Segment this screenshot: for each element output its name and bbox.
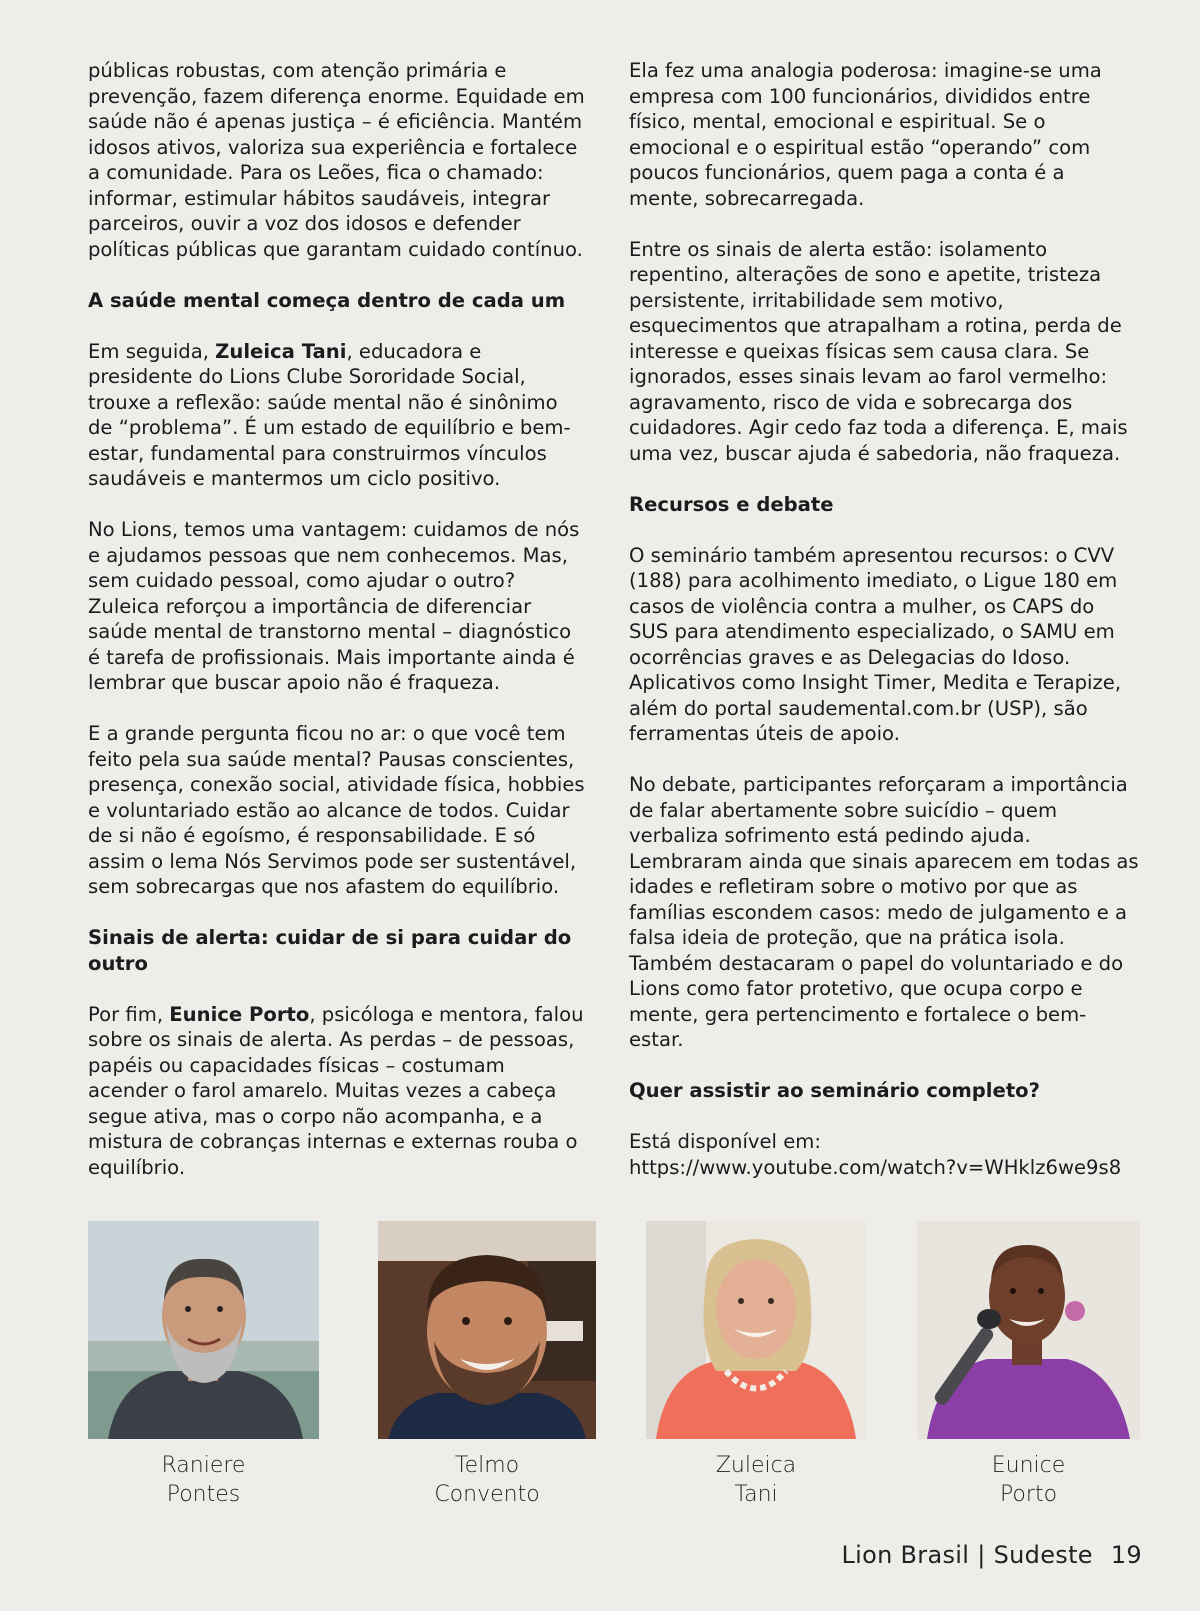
portrait-raniere [88, 1221, 319, 1439]
paragraph: No Lions, temos uma vantagem: cuidamos de nós e ajudamos pessoas que nem conhecemos. Mas, sem cuidado pessoal, como ajudar o outro? Zuleica reforçou a importância de diferenciar saúde mental de transtorno mental – diagnóstico é tarefa de profissionais. Mais importante ainda é lembrar que buscar apoio não é fraqueza. [88, 518, 580, 694]
paragraph [88, 1002, 588, 1181]
caption-last-name: Porto [999, 1482, 1058, 1507]
photo-caption [88, 1451, 319, 1509]
caption-first-name: Telmo [454, 1453, 520, 1478]
left-column [88, 58, 588, 1206]
caption-first-name: Zuleica [715, 1453, 797, 1478]
photo-card-eunice [917, 1221, 1140, 1509]
paragraph-text: Em seguida, [88, 339, 216, 363]
caption-last-name: Pontes [166, 1482, 241, 1507]
photo-card-zuleica [646, 1221, 866, 1509]
photo-card-raniere [88, 1221, 319, 1509]
portrait-eunice [917, 1221, 1140, 1439]
speaker-photos [0, 1221, 1200, 1507]
paragraph [629, 1129, 1139, 1180]
paragraph-text: , educadora e presidente do Lions Clube Sororidade Social, trouxe a reflexão: saúde mental não é sinônimo de “problema”. É um estado de equilíbrio e bem-estar, fundamental para construirmos vínculos saudáveis e mantermos um ciclo positivo. [88, 339, 571, 490]
paragraph [88, 339, 588, 492]
paragraph: O seminário também apresentou recursos: o CVV (188) para acolhimento imediato, o Ligue 180 em casos de violência contra a mulher, os CAPS do SUS para atendimento especializado, o SAMU em ocorrências graves e as Delegacias do Idoso. Aplicativos como Insight Timer, Medita e Terapize, além do portal saudemental.com.br (USP), são ferramentas úteis de apoio. [629, 543, 1122, 745]
speaker-name: Zuleica Tani [215, 339, 347, 363]
paragraph: Ela fez uma analogia poderosa: imagine-se uma empresa com 100 funcionários, divididos entre físico, mental, emocional e espiritual. Se o emocional e o espiritual estão “operando” com poucos funcionários, quem paga a conta é a mente, sobrecarregada. [629, 59, 1102, 210]
caption-last-name: Tani [734, 1482, 778, 1507]
video-link[interactable]: https://www.youtube.com/watch?v=WHklz6we9s8 [629, 1155, 1122, 1179]
caption-last-name: Convento [434, 1482, 540, 1507]
paragraph: E a grande pergunta ficou no ar: o que você tem feito pela sua saúde mental? Pausas conscientes, presença, conexão social, atividade física, hobbies e voluntariado estão ao alcance de todos. Cuidar de si não é egoísmo, é responsabilidade. E só assim o lema Nós Servimos pode ser sustentável, sem sobrecargas que nos afastem do equilíbrio. [88, 722, 585, 898]
paragraph: públicas robustas, com atenção primária e prevenção, fazem diferença enorme. Equidade em saúde não é apenas justiça – é eficiência. Mantém idosos ativos, valoriza sua experiência e fortalece a comunidade. Para os Leões, fica o chamado: informar, estimular hábitos saudáveis, integrar parceiros, ouvir a voz dos idosos e defender políticas públicas que garantam cuidado contínuo. [88, 59, 585, 261]
portrait-zuleica [646, 1221, 866, 1439]
paragraph: Entre os sinais de alerta estão: isolamento repentino, alterações de sono e apetite, tristeza persistente, irritabilidade sem motivo, esquecimentos que atrapalham a rotina, perda de interesse e queixas físicas sem causa clara. Se ignorados, esses sinais levam ao farol vermelho: agravamento, risco de vida e sobrecarga dos cuidadores. Agir cedo faz toda a diferença. E, mais uma vez, buscar ajuda é sabedoria, não fraqueza. [629, 237, 1128, 465]
paragraph-text: Por fim, [88, 1002, 170, 1026]
paragraph: No debate, participantes reforçaram a importância de falar abertamente sobre suicídio – quem verbaliza sofrimento está pedindo ajuda. Lembraram ainda que sinais aparecem em todas as idades e refletiram sobre o motivo por que as famílias escondem casos: medo de julgamento e a falsa ideia de proteção, que na prática isola. Também destacaram o papel do voluntariado e do Lions como fator protetivo, que ocupa corpo e mente, gera pertencimento e fortalece o bem-estar. [629, 773, 1139, 1051]
section-heading: Sinais de alerta: cuidar de si para cuidar do outro [88, 926, 572, 975]
right-column [629, 58, 1139, 1206]
photo-caption [378, 1451, 596, 1509]
photo-caption [917, 1451, 1140, 1509]
section-heading: A saúde mental começa dentro de cada um [88, 288, 566, 312]
caption-first-name: Eunice [991, 1453, 1066, 1478]
page-number: 19 [1110, 1541, 1142, 1569]
publication-name: Lion Brasil [841, 1541, 970, 1569]
section-heading: Quer assistir ao seminário completo? [629, 1079, 1041, 1102]
footer-separator: | [977, 1541, 986, 1569]
speaker-name: Eunice Porto [169, 1002, 310, 1026]
caption-first-name: Raniere [161, 1453, 246, 1478]
paragraph-text: , psicóloga e mentora, falou sobre os sinais de alerta. As perdas – de pessoas, papéis ou capacidades físicas – costumam acender o farol amarelo. Muitas vezes a cabeça segue ativa, mas o corpo não acompanha, e a mistura de cobranças internas e externas rouba o equilíbrio. [88, 1002, 584, 1179]
availability-text: Está disponível em: [629, 1130, 821, 1153]
portrait-telmo [378, 1221, 596, 1439]
section-name: Sudeste [993, 1541, 1093, 1569]
section-heading: Recursos e debate [629, 492, 834, 516]
photo-caption [646, 1451, 866, 1509]
photo-card-telmo [378, 1221, 596, 1509]
page-footer [841, 1541, 1142, 1569]
